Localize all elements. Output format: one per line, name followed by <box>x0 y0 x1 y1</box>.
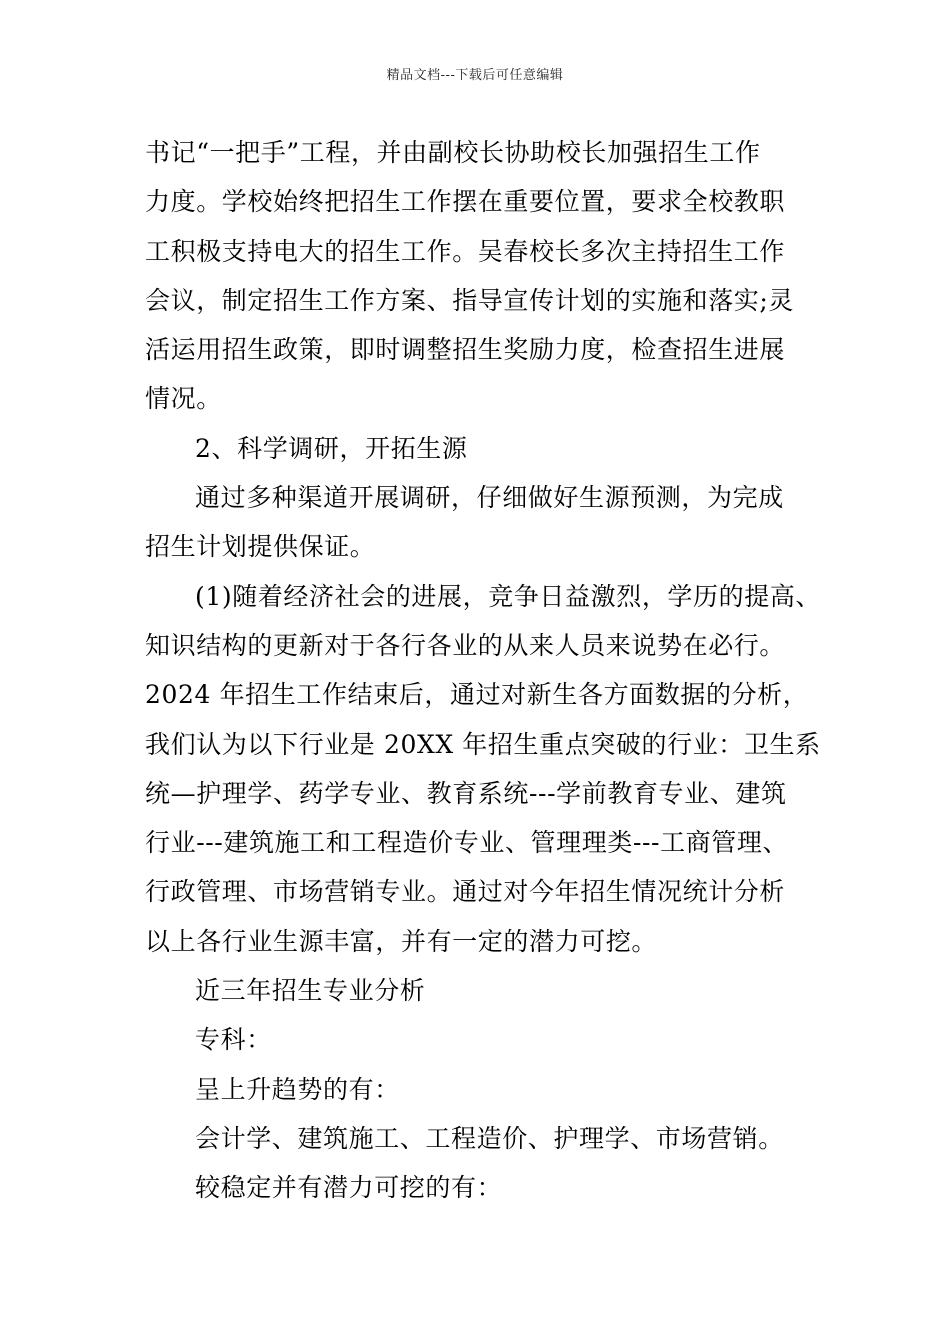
text-line: 2、科学调研，开拓生源 <box>195 433 468 463</box>
text-line: 情况。 <box>145 384 222 414</box>
text-line: 我们认为以下行业是 20XX 年招生重点突破的行业：卫生系 <box>145 729 821 759</box>
text-line: 招生计划提供保证。 <box>145 532 376 562</box>
text-line: 呈上升趋势的有： <box>195 1074 400 1104</box>
text-line: 会计学、建筑施工、工程造价、护理学、市场营销。 <box>195 1123 784 1153</box>
text-line: 工积极支持电大的招生工作。吴春校长多次主持招生工作 <box>145 236 786 266</box>
text-line: 近三年招生专业分析 <box>195 976 426 1006</box>
text-line: 通过多种渠道开展调研，仔细做好生源预测，为完成 <box>195 483 784 513</box>
text-line: 书记“一把手”工程，并由副校长协助校长加强招生工作 <box>145 138 761 167</box>
text-line: (1)随着经济社会的进展，竞争日益激烈，学历的提高、 <box>195 581 822 611</box>
text-line: 专科： <box>195 1025 272 1055</box>
text-line: 以上各行业生源丰富，并有一定的潜力可挖。 <box>145 926 658 956</box>
text-line: 行政管理、市场营销专业。通过对今年招生情况统计分析 <box>145 877 786 907</box>
text-line: 力度。学校始终把招生工作摆在重要位置，要求全校教职 <box>145 187 786 217</box>
text-line: 较稳定并有潜力可挖的有： <box>195 1173 503 1203</box>
text-line: 统—护理学、药学专业、教育系统---学前教育专业、建筑 <box>145 778 787 808</box>
text-line: 活运用招生政策，即时调整招生奖励力度，检查招生进展 <box>145 335 786 365</box>
text-line: 2024 年招生工作结束后，通过对新生各方面数据的分析， <box>145 680 809 710</box>
text-line: 知识结构的更新对于各行各业的从来人员来说势在必行。 <box>145 630 786 660</box>
document-body <box>145 128 822 1213</box>
text-line: 会议，制定招生工作方案、指导宣传计划的实施和落实;灵 <box>145 285 795 315</box>
text-line: 行业---建筑施工和工程造价专业、管理理类---工商管理、 <box>145 828 789 858</box>
page-header: 精品文档---下载后可任意编辑 <box>386 68 564 83</box>
